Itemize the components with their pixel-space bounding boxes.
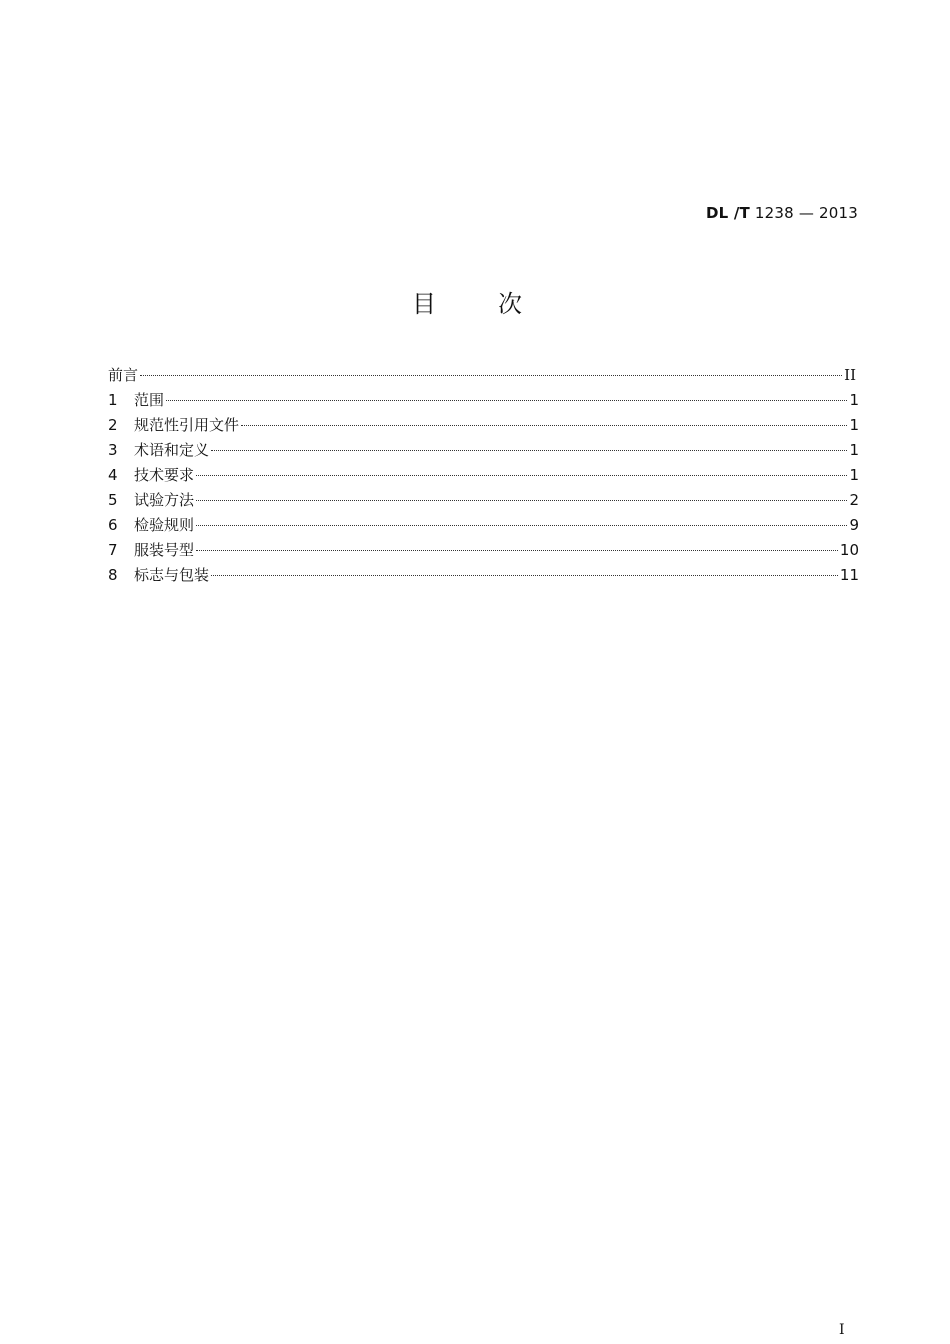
- toc-entry-4[interactable]: [108, 464, 859, 489]
- toc-entry-7[interactable]: [108, 539, 859, 564]
- toc-entry-6[interactable]: [108, 514, 859, 539]
- toc-entry-3[interactable]: [108, 439, 859, 464]
- toc-leader-dots: [196, 550, 838, 551]
- toc-entry-page: 11: [839, 566, 859, 584]
- table-of-contents: [108, 364, 859, 589]
- toc-entry-title: 标志与包装: [134, 566, 210, 584]
- toc-leader-dots: [196, 500, 847, 501]
- toc-entry-foreword[interactable]: [108, 364, 859, 389]
- toc-entry-page: 2: [849, 491, 859, 509]
- toc-entry-page: 10: [839, 541, 859, 559]
- toc-leader-dots: [211, 450, 847, 451]
- page-number: I: [839, 1322, 845, 1338]
- toc-entry-5[interactable]: [108, 489, 859, 514]
- toc-entry-title: 检验规则: [134, 516, 195, 534]
- toc-entry-number: 3: [108, 441, 118, 459]
- standard-number: 1238 — 2013: [754, 204, 858, 222]
- toc-leader-dots: [166, 400, 847, 401]
- toc-entry-2[interactable]: [108, 414, 859, 439]
- toc-leader-dots: [196, 475, 847, 476]
- toc-entry-title: 术语和定义: [134, 441, 210, 459]
- toc-entry-number: 4: [108, 466, 118, 484]
- standard-code: [706, 204, 858, 222]
- toc-entry-number: 8: [108, 566, 118, 584]
- toc-entry-title: 前言: [108, 366, 139, 384]
- toc-entry-number: 5: [108, 491, 118, 509]
- toc-entry-number: 2: [108, 416, 118, 434]
- toc-leader-dots: [211, 575, 838, 576]
- toc-entry-number: 7: [108, 541, 118, 559]
- toc-entry-page: 1: [849, 416, 859, 434]
- page-title: 目次: [412, 290, 584, 318]
- toc-entry-number: 6: [108, 516, 118, 534]
- toc-entry-title: 范围: [134, 391, 165, 409]
- toc-entry-page: 1: [849, 441, 859, 459]
- toc-entry-number: 1: [108, 391, 118, 409]
- toc-entry-title: 规范性引用文件: [134, 416, 240, 434]
- toc-entry-title: 服装号型: [134, 541, 195, 559]
- standard-prefix: DL /T: [705, 204, 750, 222]
- toc-entry-page: 9: [849, 516, 859, 534]
- toc-leader-dots: [241, 425, 847, 426]
- toc-entry-page: 1: [849, 391, 859, 409]
- toc-entry-page: II: [844, 366, 856, 384]
- toc-entry-title: 试验方法: [134, 491, 195, 509]
- toc-entry-page: 1: [849, 466, 859, 484]
- toc-entry-1[interactable]: [108, 389, 859, 414]
- toc-entry-title: 技术要求: [134, 466, 195, 484]
- toc-leader-dots: [140, 375, 842, 376]
- toc-leader-dots: [196, 525, 847, 526]
- toc-entry-8[interactable]: [108, 564, 859, 589]
